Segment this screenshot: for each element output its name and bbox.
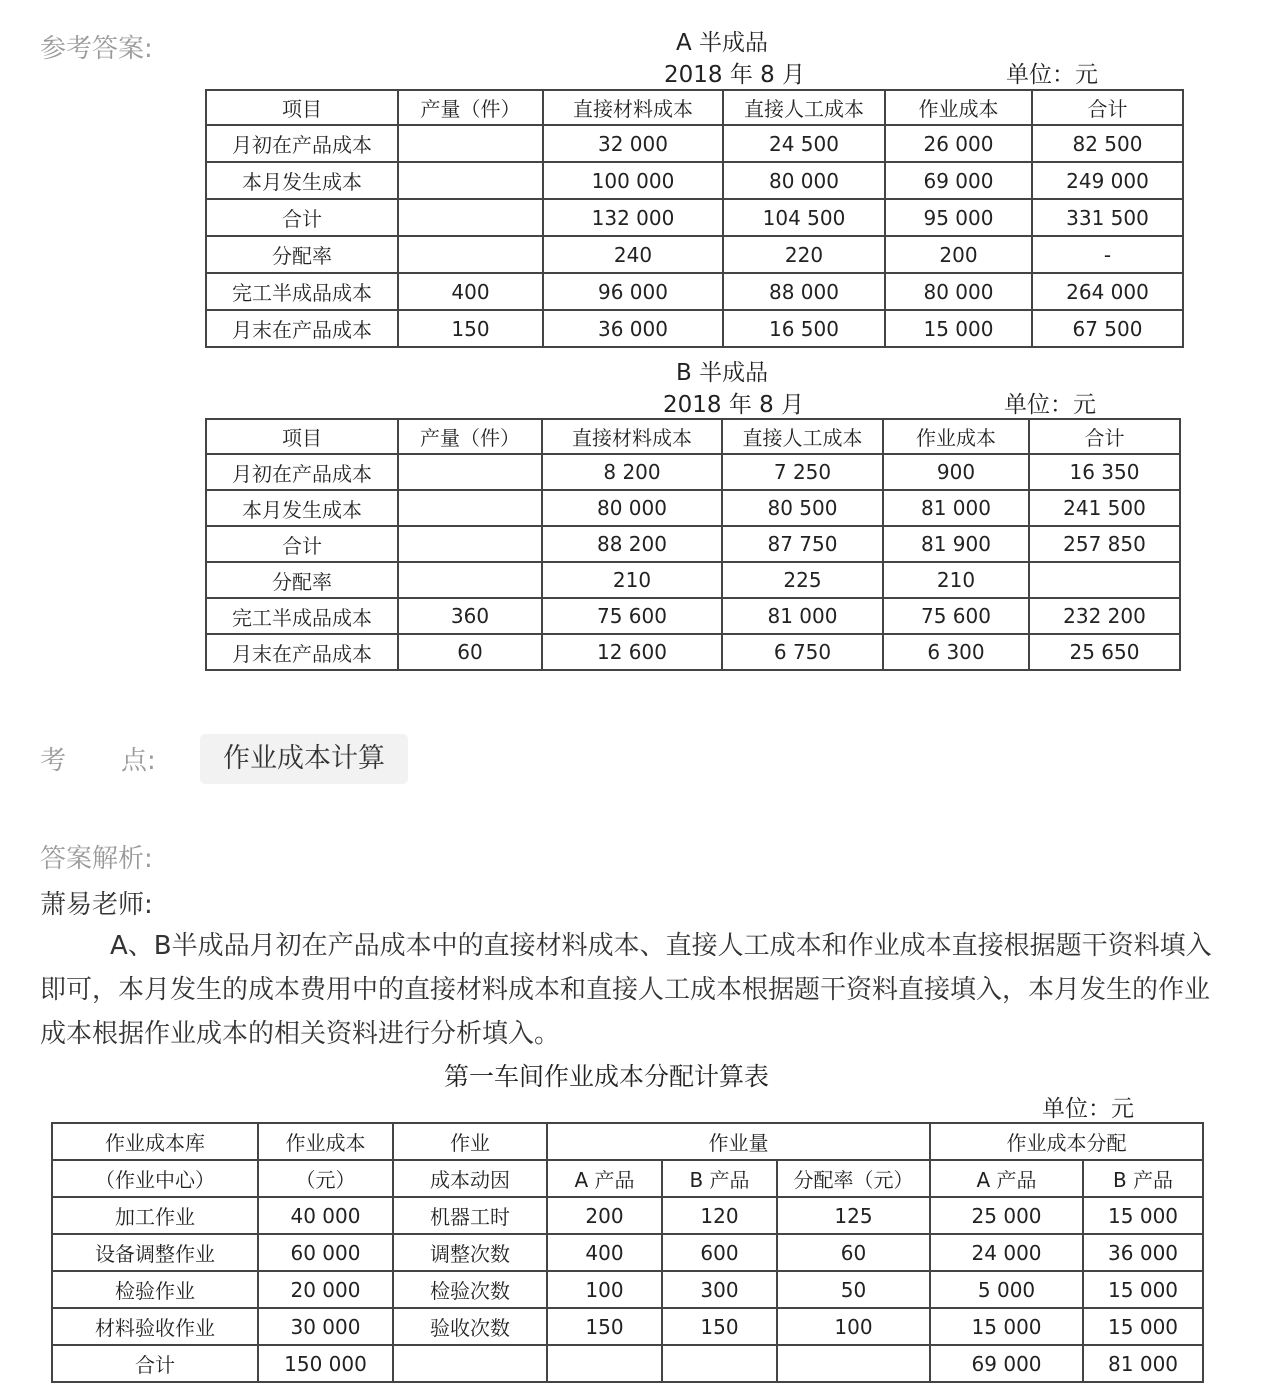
table-cell: 120 bbox=[662, 1197, 777, 1234]
table-cell: 80 500 bbox=[722, 490, 883, 526]
table-cell: 125 bbox=[777, 1197, 930, 1234]
table-c-header-cell: （元） bbox=[258, 1160, 393, 1197]
table-cell: 95 000 bbox=[885, 199, 1032, 236]
table-cell: 20 000 bbox=[258, 1271, 393, 1308]
table-cell: 24 500 bbox=[723, 125, 885, 162]
table-c-header-cell: 分配率（元） bbox=[777, 1160, 930, 1197]
table-cell: 验收次数 bbox=[393, 1308, 547, 1345]
table-cell: - bbox=[1032, 236, 1183, 273]
table-c-header-row bbox=[52, 1123, 1203, 1160]
table-c-header-cell: A 产品 bbox=[547, 1160, 662, 1197]
table-b-header-cell: 合计 bbox=[1029, 419, 1180, 454]
table-cell: 80 000 bbox=[542, 490, 722, 526]
table-cell: 36 000 bbox=[1083, 1234, 1203, 1271]
table-c-header-row bbox=[52, 1160, 1203, 1197]
table-a-header-cell: 作业成本 bbox=[885, 90, 1032, 125]
table-a-header-cell: 产量（件） bbox=[398, 90, 543, 125]
table-cell: 5 000 bbox=[930, 1271, 1083, 1308]
table-cell: 87 750 bbox=[722, 526, 883, 562]
table-cell: 月末在产品成本 bbox=[206, 310, 398, 347]
table-cell: 8 200 bbox=[542, 454, 722, 490]
table-cell: 150 bbox=[398, 310, 543, 347]
table-cell: 232 200 bbox=[1029, 598, 1180, 634]
table-a bbox=[205, 89, 1184, 348]
table-cell bbox=[398, 490, 542, 526]
table-a-unit: 单位：元 bbox=[1006, 62, 1098, 88]
table-cell: 材料验收作业 bbox=[52, 1308, 258, 1345]
table-cell: 本月发生成本 bbox=[206, 162, 398, 199]
table-a-header-cell: 合计 bbox=[1032, 90, 1183, 125]
table-row bbox=[52, 1271, 1203, 1308]
table-a-header-row bbox=[206, 90, 1183, 125]
table-cell: 30 000 bbox=[258, 1308, 393, 1345]
table-cell: 240 bbox=[543, 236, 723, 273]
table-cell: 210 bbox=[883, 562, 1029, 598]
table-cell: 225 bbox=[722, 562, 883, 598]
table-cell: 150 bbox=[547, 1308, 662, 1345]
table-cell: 100 bbox=[547, 1271, 662, 1308]
table-cell: 88 200 bbox=[542, 526, 722, 562]
analysis-label: 答案解析: bbox=[40, 844, 153, 874]
table-b-header-cell: 项目 bbox=[206, 419, 398, 454]
table-row bbox=[206, 598, 1180, 634]
table-cell: 15 000 bbox=[930, 1308, 1083, 1345]
reference-answer-label: 参考答案: bbox=[40, 34, 153, 64]
table-cell bbox=[398, 236, 543, 273]
table-row bbox=[206, 236, 1183, 273]
table-cell: 加工作业 bbox=[52, 1197, 258, 1234]
table-row bbox=[206, 454, 1180, 490]
table-cell bbox=[398, 162, 543, 199]
table-row bbox=[206, 490, 1180, 526]
table-cell: 15 000 bbox=[1083, 1197, 1203, 1234]
table-c-header-cell: 成本动因 bbox=[393, 1160, 547, 1197]
table-cell: 24 000 bbox=[930, 1234, 1083, 1271]
table-row bbox=[206, 125, 1183, 162]
table-cell: 81 000 bbox=[1083, 1345, 1203, 1382]
table-cell: 机器工时 bbox=[393, 1197, 547, 1234]
table-cell: 16 500 bbox=[723, 310, 885, 347]
table-c-header-cell: B 产品 bbox=[1083, 1160, 1203, 1197]
table-cell: 分配率 bbox=[206, 236, 398, 273]
table-cell: 25 000 bbox=[930, 1197, 1083, 1234]
table-row bbox=[206, 162, 1183, 199]
table-cell: 80 000 bbox=[885, 273, 1032, 310]
table-a-date: 2018 年 8 月 bbox=[664, 62, 806, 88]
table-cell: 264 000 bbox=[1032, 273, 1183, 310]
table-cell bbox=[398, 454, 542, 490]
table-row bbox=[52, 1197, 1203, 1234]
teacher-name: 萧易老师: bbox=[40, 890, 153, 920]
table-cell: 12 600 bbox=[542, 634, 722, 670]
table-c-header-cell: 作业成本分配 bbox=[930, 1123, 1203, 1160]
table-cell: 60 bbox=[777, 1234, 930, 1271]
table-b-unit: 单位：元 bbox=[1004, 392, 1096, 418]
knowledge-point-label-2: 点: bbox=[121, 746, 156, 776]
table-b-header-cell: 直接人工成本 bbox=[722, 419, 883, 454]
table-b-header-row bbox=[206, 419, 1180, 454]
table-cell bbox=[547, 1345, 662, 1382]
table-cell bbox=[393, 1345, 547, 1382]
table-cell bbox=[1029, 562, 1180, 598]
table-cell: 249 000 bbox=[1032, 162, 1183, 199]
table-cell: 210 bbox=[542, 562, 722, 598]
table-cell: 15 000 bbox=[885, 310, 1032, 347]
table-cell: 设备调整作业 bbox=[52, 1234, 258, 1271]
table-c-header-cell: （作业中心） bbox=[52, 1160, 258, 1197]
table-cell: 300 bbox=[662, 1271, 777, 1308]
analysis-paragraph bbox=[40, 924, 1230, 1056]
table-cell bbox=[398, 526, 542, 562]
table-cell: 67 500 bbox=[1032, 310, 1183, 347]
table-cell: 60 bbox=[398, 634, 542, 670]
table-row bbox=[206, 273, 1183, 310]
table-cell: 96 000 bbox=[543, 273, 723, 310]
table-cell: 36 000 bbox=[543, 310, 723, 347]
table-cell: 81 000 bbox=[883, 490, 1029, 526]
table-cell: 本月发生成本 bbox=[206, 490, 398, 526]
table-cell: 26 000 bbox=[885, 125, 1032, 162]
table-b-date: 2018 年 8 月 bbox=[663, 392, 805, 418]
table-b-header-cell: 直接材料成本 bbox=[542, 419, 722, 454]
table-a-header-cell: 直接材料成本 bbox=[543, 90, 723, 125]
table-c-header-cell: 作业量 bbox=[547, 1123, 930, 1160]
table-cell: 合计 bbox=[206, 199, 398, 236]
table-cell: 25 650 bbox=[1029, 634, 1180, 670]
table-cell: 104 500 bbox=[723, 199, 885, 236]
table-b bbox=[205, 418, 1181, 671]
table-c-header-cell: 作业成本库 bbox=[52, 1123, 258, 1160]
table-cell: 80 000 bbox=[723, 162, 885, 199]
table-c-unit: 单位：元 bbox=[1042, 1096, 1134, 1122]
table-cell: 600 bbox=[662, 1234, 777, 1271]
table-cell: 150 bbox=[662, 1308, 777, 1345]
table-cell: 100 bbox=[777, 1308, 930, 1345]
table-row bbox=[206, 634, 1180, 670]
table-cell: 75 600 bbox=[542, 598, 722, 634]
table-cell: 调整次数 bbox=[393, 1234, 547, 1271]
table-cell: 257 850 bbox=[1029, 526, 1180, 562]
table-cell bbox=[398, 125, 543, 162]
table-cell bbox=[662, 1345, 777, 1382]
table-cell: 100 000 bbox=[543, 162, 723, 199]
table-cell: 241 500 bbox=[1029, 490, 1180, 526]
table-cell bbox=[777, 1345, 930, 1382]
table-row bbox=[52, 1234, 1203, 1271]
table-b-title: B 半成品 bbox=[676, 360, 769, 386]
table-cell: 60 000 bbox=[258, 1234, 393, 1271]
table-cell: 69 000 bbox=[885, 162, 1032, 199]
table-cell bbox=[398, 562, 542, 598]
table-cell: 360 bbox=[398, 598, 542, 634]
table-cell: 合计 bbox=[206, 526, 398, 562]
knowledge-point-label-1: 考 bbox=[40, 746, 67, 776]
table-cell: 200 bbox=[547, 1197, 662, 1234]
table-cell: 7 250 bbox=[722, 454, 883, 490]
table-a-header-cell: 直接人工成本 bbox=[723, 90, 885, 125]
table-a-title: A 半成品 bbox=[676, 30, 769, 56]
table-cell: 331 500 bbox=[1032, 199, 1183, 236]
table-cell: 69 000 bbox=[930, 1345, 1083, 1382]
table-cell: 75 600 bbox=[883, 598, 1029, 634]
table-cell: 132 000 bbox=[543, 199, 723, 236]
knowledge-tag[interactable]: 作业成本计算 bbox=[200, 734, 408, 784]
table-row bbox=[206, 310, 1183, 347]
table-cell: 完工半成品成本 bbox=[206, 273, 398, 310]
table-cell: 16 350 bbox=[1029, 454, 1180, 490]
table-cell: 81 900 bbox=[883, 526, 1029, 562]
table-cell: 200 bbox=[885, 236, 1032, 273]
table-cell: 合计 bbox=[52, 1345, 258, 1382]
table-cell: 50 bbox=[777, 1271, 930, 1308]
table-cell: 400 bbox=[547, 1234, 662, 1271]
table-row bbox=[52, 1345, 1203, 1382]
table-cell: 40 000 bbox=[258, 1197, 393, 1234]
table-cell: 分配率 bbox=[206, 562, 398, 598]
table-c-header-cell: 作业 bbox=[393, 1123, 547, 1160]
table-cell: 15 000 bbox=[1083, 1271, 1203, 1308]
table-cell: 220 bbox=[723, 236, 885, 273]
table-row bbox=[52, 1308, 1203, 1345]
table-cell: 88 000 bbox=[723, 273, 885, 310]
table-c bbox=[51, 1122, 1204, 1383]
table-cell: 检验次数 bbox=[393, 1271, 547, 1308]
table-cell: 900 bbox=[883, 454, 1029, 490]
analysis-paragraph-text: A、B半成品月初在产品成本中的直接材料成本、直接人工成本和作业成本直接根据题干资料填入即可，本月发生的成本费用中的直接材料成本和直接人工成本根据题干资料直接填入，本月发生的作业成本根据作业成本的相关资料进行分析填入。 bbox=[40, 931, 1212, 1049]
table-cell: 6 300 bbox=[883, 634, 1029, 670]
table-row bbox=[206, 526, 1180, 562]
table-cell: 32 000 bbox=[543, 125, 723, 162]
table-cell: 400 bbox=[398, 273, 543, 310]
table-c-title: 第一车间作业成本分配计算表 bbox=[444, 1062, 770, 1091]
table-cell: 15 000 bbox=[1083, 1308, 1203, 1345]
table-cell: 月末在产品成本 bbox=[206, 634, 398, 670]
table-row bbox=[206, 199, 1183, 236]
table-a-header-cell: 项目 bbox=[206, 90, 398, 125]
table-cell: 完工半成品成本 bbox=[206, 598, 398, 634]
table-c-header-cell: 作业成本 bbox=[258, 1123, 393, 1160]
table-b-header-cell: 作业成本 bbox=[883, 419, 1029, 454]
table-row bbox=[206, 562, 1180, 598]
table-b-header-cell: 产量（件） bbox=[398, 419, 542, 454]
table-cell: 月初在产品成本 bbox=[206, 125, 398, 162]
table-c-header-cell: B 产品 bbox=[662, 1160, 777, 1197]
table-cell: 6 750 bbox=[722, 634, 883, 670]
table-cell: 81 000 bbox=[722, 598, 883, 634]
table-cell: 检验作业 bbox=[52, 1271, 258, 1308]
table-cell: 月初在产品成本 bbox=[206, 454, 398, 490]
table-cell bbox=[398, 199, 543, 236]
table-cell: 82 500 bbox=[1032, 125, 1183, 162]
table-cell: 150 000 bbox=[258, 1345, 393, 1382]
table-c-header-cell: A 产品 bbox=[930, 1160, 1083, 1197]
